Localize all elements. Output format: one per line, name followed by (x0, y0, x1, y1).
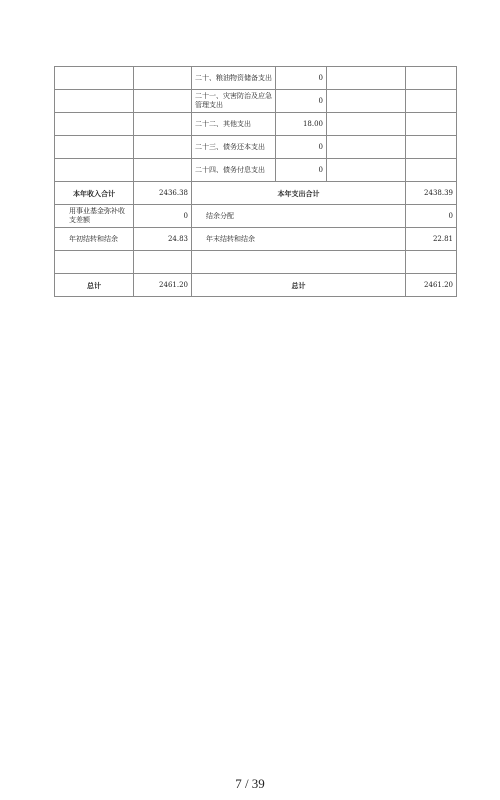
surplus-distribution-value: 0 (406, 205, 457, 228)
ending-balance-label: 年末结转和结余 (192, 228, 406, 251)
fund-label: 用事业基金弥补收支差额 (55, 205, 134, 228)
expenditure-total-value: 2438.39 (406, 182, 457, 205)
expenditure-item-value: 0 (276, 90, 327, 113)
grand-total-left-label: 总计 (55, 274, 134, 297)
income-total-value: 2436.38 (134, 182, 192, 205)
beginning-balance-value: 24.83 (134, 228, 192, 251)
beginning-balance-label: 年初结转和结余 (55, 228, 134, 251)
page-number: 7 / 39 (235, 776, 265, 791)
expenditure-item-label: 二十二、其他支出 (192, 113, 276, 136)
expenditure-item-label: 二十、粮油物资储备支出 (192, 67, 276, 90)
table-row (55, 205, 457, 228)
grand-total-right-value: 2461.20 (406, 274, 457, 297)
table-row (55, 228, 457, 251)
income-total-label: 本年收入合计 (55, 182, 134, 205)
budget-summary-table (54, 66, 457, 297)
expenditure-item-label: 二十四、债务付息支出 (192, 159, 276, 182)
table-row-totals (55, 182, 457, 205)
fund-value: 0 (134, 205, 192, 228)
grand-total-right-label: 总计 (192, 274, 406, 297)
expenditure-item-label: 二十一、灾害防治及应急管理支出 (192, 90, 276, 113)
expenditure-item-value: 18.00 (276, 113, 327, 136)
expenditure-item-value: 0 (276, 159, 327, 182)
table-row-grand-total (55, 274, 457, 297)
table-row (55, 159, 457, 182)
grand-total-left-value: 2461.20 (134, 274, 192, 297)
expenditure-item-value: 0 (276, 136, 327, 159)
surplus-distribution-label: 结余分配 (192, 205, 406, 228)
table-row (55, 67, 457, 90)
ending-balance-value: 22.81 (406, 228, 457, 251)
expenditure-total-label: 本年支出合计 (192, 182, 406, 205)
expenditure-item-label: 二十三、债务还本支出 (192, 136, 276, 159)
expenditure-item-value: 0 (276, 67, 327, 90)
table-row (55, 136, 457, 159)
table-row (55, 90, 457, 113)
table-row (55, 113, 457, 136)
table-row-empty (55, 251, 457, 274)
